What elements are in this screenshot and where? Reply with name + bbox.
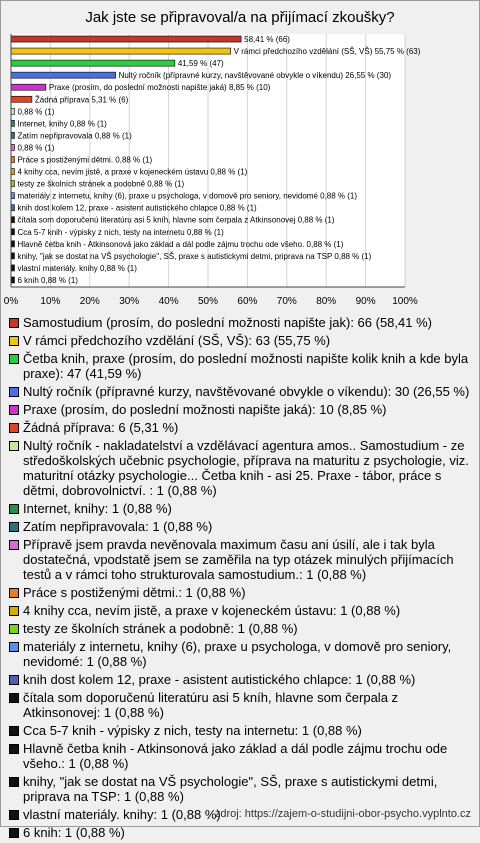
- bar: [11, 144, 14, 150]
- bar: [11, 169, 14, 175]
- legend-swatch: [9, 318, 19, 328]
- x-tick-label: 80%: [316, 296, 337, 307]
- x-tick-label: 20%: [79, 296, 100, 307]
- legend-label: Práce s postiženými dětmi.: 1 (0,88 %): [23, 585, 246, 600]
- legend-swatch: [9, 624, 19, 634]
- legend-label: Internet, knihy: 1 (0,88 %): [23, 501, 172, 516]
- legend-label: Přípravě jsem pravda nevěnovala maximum času ani úsilí, ale i tak byla dostatečná, vpodstatě jsem se zaměřila na typ otázek minulých přijímacích testů a v rámci toho strukturovala samostudium.: 1 (0,88 %): [23, 537, 454, 582]
- legend-swatch: [9, 810, 19, 820]
- legend-label: knihy, "jak se dostat na VŠ psychologie", SŠ, praxe s autistickymi detmi, priprava na TSP: 1 (0,88 %): [23, 774, 438, 804]
- x-tick-label: 10%: [40, 296, 61, 307]
- x-tick-label: 30%: [119, 296, 140, 307]
- bar: [11, 120, 14, 126]
- bar-label: 4 knihy cca, nevím jistě, a praxe v kojeneckém ústavu 0,88 % (1): [17, 167, 248, 177]
- source-credit: zdroj: https://zajem-o-studijni-obor-psycho.vyplnto.cz: [214, 808, 471, 820]
- legend-label: Samostudium (prosím, do poslední možnosti napište jak): 66 (58,41 %): [23, 315, 432, 330]
- legend-label: Hlavně četba knih - Atkinsonová jako základ a dál podle zájmu trochu ode všeho.: 1 (0,88 %): [23, 741, 448, 771]
- legend-label: materiály z internetu, knihy (6), praxe u psychologa, v domově pro seniory, nevidomé: 1 (0,88 %): [23, 639, 452, 669]
- bar-label: knih dost kolem 12, praxe - asistent autistického chlapce 0,88 % (1): [17, 203, 257, 213]
- legend-item: [9, 384, 474, 399]
- legend-swatch: [9, 726, 19, 736]
- legend-label: Nultý ročník - nakladatelství a vzdělávací agentura amos.. Samostudium - ze středoškolských učebnic psychologie, příprava na maturitu z psychologie, viz. maturitní otázky psychologie... Četba knih - asi 25. Praxe - tábor, práce s dětmi, dobrovolnictví. : 1 (0,88 %): [23, 438, 469, 498]
- bar-label: 0,88 % (1): [17, 143, 55, 153]
- legend-label: Zatím nepřipravovala: 1 (0,88 %): [23, 519, 213, 534]
- legend-label: Četba knih, praxe (prosím, do poslední možnosti napište kolik knih a kde byla praxe): 47 (41,59 %): [23, 351, 469, 381]
- bar: [11, 96, 32, 102]
- legend-item: [9, 603, 474, 618]
- legend-label: vlastní materiály. knihy: 1 (0,88 %): [23, 807, 221, 822]
- x-tick-label: 50%: [197, 296, 219, 307]
- legend-label: čítala som doporučenú literatúru asi 5 kníh, hlavne som čerpala z Atkinsonovej: 1 (0,88 %): [23, 690, 399, 720]
- legend-swatch: [9, 777, 19, 787]
- bar: [11, 241, 14, 247]
- bar: [11, 181, 14, 187]
- legend-swatch: [9, 405, 19, 415]
- bar: [11, 265, 14, 271]
- chart-title: Jak jste se připravoval/a na přijímací zkoušky?: [85, 9, 395, 26]
- legend-item: [9, 672, 474, 687]
- legend-item: [9, 402, 474, 417]
- legend-item: [9, 621, 474, 636]
- legend-swatch: [9, 336, 19, 346]
- legend-swatch: [9, 606, 19, 616]
- bar-label: Praxe (prosím, do poslední možnosti napište jaká) 8,85 % (10): [48, 83, 271, 93]
- bar-label: 6 knih 0,88 % (1): [17, 275, 78, 285]
- bar-label: 0,88 % (1): [17, 107, 55, 117]
- legend-swatch: [9, 828, 19, 838]
- x-tick-label: 100%: [392, 296, 418, 307]
- bar-label: Hlavně četba knih - Atkinsonová jako základ a dál podle zájmu trochu ode všeho. 0,88 % (1): [17, 239, 344, 249]
- legend-swatch: [9, 441, 19, 451]
- bar-label: vlastní materiály. knihy 0,88 % (1): [17, 263, 137, 273]
- x-tick-label: 70%: [276, 296, 297, 307]
- x-tick-label: 90%: [355, 296, 376, 307]
- legend-item: [9, 741, 474, 771]
- legend-swatch: [9, 387, 19, 397]
- legend-item: [9, 315, 474, 330]
- legend-item: [9, 690, 474, 720]
- bar-label: čítala som doporučenú literatúru asi 5 kníh, hlavne som čerpala z Atkinsonovej 0,88 % (1): [17, 215, 335, 225]
- legend-swatch: [9, 540, 19, 550]
- legend-swatch: [9, 588, 19, 598]
- bar: [11, 48, 231, 54]
- bar-label: Internet, knihy 0,88 % (1): [17, 119, 107, 129]
- bar: [11, 277, 14, 283]
- legend-swatch: [9, 642, 19, 652]
- bar-label: Cca 5-7 knih - výpisky z nich, testy na internetu 0,88 % (1): [17, 227, 224, 237]
- bar-label: V rámci předchozího vzdělání (SŠ, VŠ) 55,75 % (63): [233, 47, 421, 57]
- bar-label: Nultý ročník (přípravné kurzy, navštěvované obvykle o víkendu) 26,55 % (30): [118, 71, 392, 81]
- legend-item: [9, 774, 474, 804]
- legend-item: [9, 333, 474, 348]
- bar-label: 41,59 % (47): [177, 59, 224, 69]
- legend-swatch: [9, 504, 19, 514]
- legend-swatch: [9, 354, 19, 364]
- legend-label: Cca 5-7 knih - výpisky z nich, testy na internetu: 1 (0,88 %): [23, 723, 362, 738]
- legend-label: Nultý ročník (přípravné kurzy, navštěvované obvykle o víkendu): 30 (26,55 %): [23, 384, 470, 399]
- bar-label: Zatím nepřipravovala 0,88 % (1): [17, 131, 132, 141]
- bar: [11, 132, 14, 138]
- bar: [11, 84, 46, 90]
- legend-item: [9, 825, 474, 840]
- bar-label: Práce s postiženými dětmi. 0,88 % (1): [17, 155, 153, 165]
- legend-item: [9, 438, 474, 498]
- legend-item: [9, 585, 474, 600]
- legend-item: [9, 519, 474, 534]
- bar: [11, 60, 175, 66]
- legend-item: [9, 351, 474, 381]
- legend-label: Praxe (prosím, do poslední možnosti napište jaká): 10 (8,85 %): [23, 402, 387, 417]
- bar-label: Žádná příprava 5,31 % (6): [34, 95, 129, 105]
- legend-label: V rámci předchozího vzdělání (SŠ, VŠ): 63 (55,75 %): [23, 333, 331, 348]
- x-tick-label: 40%: [158, 296, 179, 307]
- legend-swatch: [9, 423, 19, 433]
- legend-swatch: [9, 693, 19, 703]
- bar: [11, 72, 116, 78]
- x-tick-label: 60%: [237, 296, 258, 307]
- legend-swatch: [9, 522, 19, 532]
- bar: [11, 156, 14, 162]
- bar-label: 58,41 % (66): [244, 35, 290, 45]
- legend-item: [9, 639, 474, 669]
- bar: [11, 36, 241, 42]
- bar: [11, 217, 14, 223]
- legend-item: [9, 501, 474, 516]
- bar-chart: [1, 1, 479, 311]
- bar: [11, 253, 14, 259]
- legend-label: 4 knihy cca, nevím jistě, a praxe v kojeneckém ústavu: 1 (0,88 %): [23, 603, 401, 618]
- legend: [9, 315, 474, 843]
- x-tick-label: 0%: [3, 296, 19, 307]
- bar: [11, 108, 14, 114]
- legend-swatch: [9, 744, 19, 754]
- bar-label: materiály z internetu, knihy (6), praxe u psychologa, v domově pro seniory, nevidomé 0,88 % (1): [17, 191, 358, 201]
- legend-label: 6 knih: 1 (0,88 %): [23, 825, 125, 840]
- legend-item: [9, 537, 474, 582]
- bar: [11, 229, 14, 235]
- legend-item: [9, 723, 474, 738]
- legend-label: testy ze školních stránek a podobně: 1 (0,88 %): [23, 621, 298, 636]
- bar-label: testy ze školních stránek a podobně 0,88 % (1): [17, 179, 185, 189]
- legend-item: [9, 420, 474, 435]
- legend-label: Žádná příprava: 6 (5,31 %): [23, 420, 179, 435]
- bar-label: knihy, "jak se dostat na VŠ psychologie", SŠ, praxe s autistickymi detmi, priprava na TSP 0,88 % (1): [17, 251, 372, 261]
- bar: [11, 193, 14, 199]
- legend-label: knih dost kolem 12, praxe - asistent autistického chlapce: 1 (0,88 %): [23, 672, 416, 687]
- bar: [11, 205, 14, 211]
- legend-swatch: [9, 675, 19, 685]
